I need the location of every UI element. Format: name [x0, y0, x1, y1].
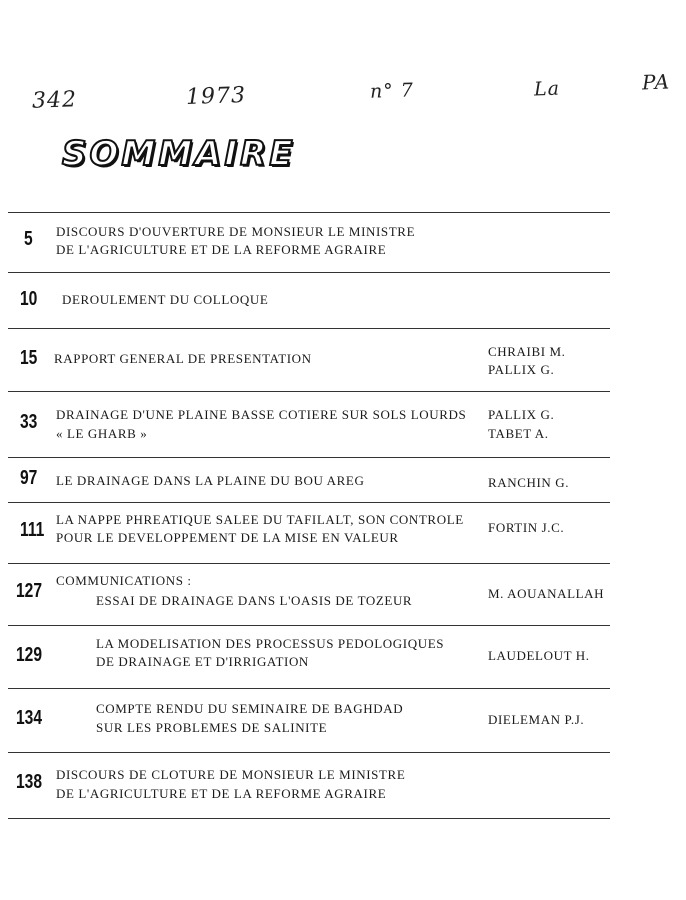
entry-page-number: 5 — [24, 228, 33, 250]
entry-title-line: DE L'AGRICULTURE ET DE LA REFORME AGRAIRE — [56, 786, 387, 801]
divider — [8, 391, 610, 392]
divider — [8, 328, 610, 329]
entry-title-line: ESSAI DE DRAINAGE DANS L'OASIS DE TOZEUR — [96, 593, 413, 608]
entry-title-line: LA NAPPE PHREATIQUE SALEE DU TAFILALT, SON CONTROLE — [56, 512, 464, 527]
entry-author: FORTIN J.C. — [488, 520, 565, 535]
entry-author: RANCHIN G. — [488, 475, 570, 490]
divider — [8, 625, 610, 626]
entry-author: DIELEMAN P.J. — [488, 712, 585, 727]
entry-title-line: DISCOURS D'OUVERTURE DE MONSIEUR LE MINISTRE — [56, 224, 416, 239]
entry-author: PALLIX G. — [488, 362, 555, 377]
entry-page-number: 33 — [20, 411, 38, 433]
handwritten-note-year: 1973 — [185, 82, 247, 111]
entry-title-line: POUR LE DEVELOPPEMENT DE LA MISE EN VALEUR — [56, 530, 399, 545]
entry-title-line: COMPTE RENDU DU SEMINAIRE DE BAGHDAD — [96, 701, 404, 716]
handwritten-note-la: La — [533, 77, 561, 101]
entry-author: M. AOUANALLAH — [488, 586, 605, 601]
entry-page-number: 138 — [16, 771, 43, 793]
handwritten-note-number: n° 7 — [369, 79, 415, 103]
entry-title-line: DEROULEMENT DU COLLOQUE — [62, 292, 269, 307]
divider — [8, 563, 610, 564]
entry-page-number: 129 — [16, 644, 43, 666]
entry-author: PALLIX G. — [488, 407, 555, 422]
entry-title-line: LA MODELISATION DES PROCESSUS PEDOLOGIQUES — [96, 636, 445, 651]
divider — [8, 752, 610, 753]
divider — [8, 818, 610, 819]
handwritten-note-pa: PA — [641, 69, 671, 95]
divider — [8, 457, 610, 458]
entry-title-line: « LE GHARB » — [56, 426, 148, 441]
entry-page-number: 111 — [20, 519, 45, 541]
entry-title-line: LE DRAINAGE DANS LA PLAINE DU BOU AREG — [56, 473, 365, 488]
entry-author: LAUDELOUT H. — [488, 648, 590, 663]
entry-page-number: 97 — [20, 467, 38, 489]
entry-title-line: RAPPORT GENERAL DE PRESENTATION — [54, 351, 312, 366]
divider — [8, 272, 610, 273]
entry-page-number: 127 — [16, 580, 43, 602]
divider — [8, 212, 610, 213]
entry-title-line: COMMUNICATIONS : — [56, 573, 192, 588]
entry-page-number: 10 — [20, 288, 38, 310]
entry-title-line: DE DRAINAGE ET D'IRRIGATION — [96, 654, 309, 669]
handwritten-note-342: 342 — [31, 87, 78, 114]
entry-page-number: 134 — [16, 707, 43, 729]
page-title: SOMMAIRE — [62, 134, 296, 174]
entry-author: CHRAIBI M. — [488, 344, 566, 359]
entry-page-number: 15 — [20, 347, 38, 369]
entry-title-line: SUR LES PROBLEMES DE SALINITE — [96, 720, 328, 735]
entry-author: TABET A. — [488, 426, 549, 441]
divider — [8, 502, 610, 503]
entry-title-line: DRAINAGE D'UNE PLAINE BASSE COTIERE SUR SOLS LOURDS — [56, 407, 467, 422]
entry-title-line: DE L'AGRICULTURE ET DE LA REFORME AGRAIRE — [56, 242, 387, 257]
divider — [8, 688, 610, 689]
entry-title-line: DISCOURS DE CLOTURE DE MONSIEUR LE MINISTRE — [56, 767, 406, 782]
